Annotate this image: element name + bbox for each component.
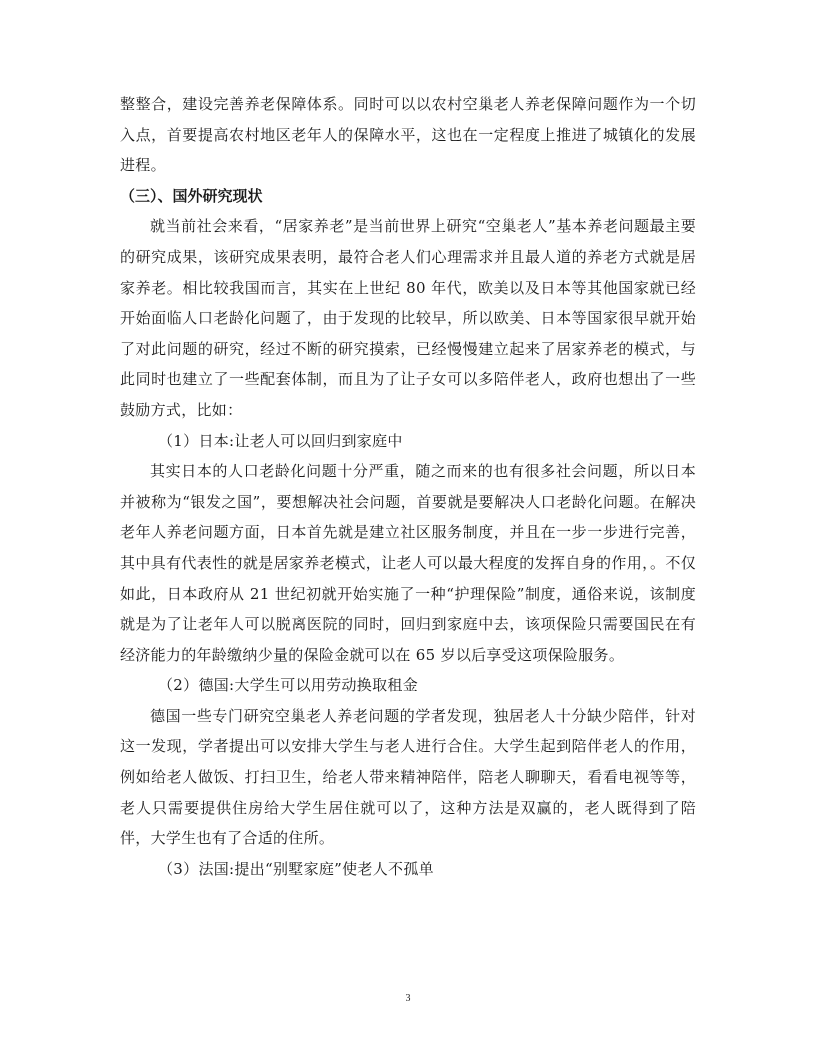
page-number: 3: [405, 993, 411, 1004]
paragraph-germany: 德国一些专门研究空巢老人养老问题的学者发现，独居老人十分缺少陪伴，针对这一发现，学者提出可以安排大学生与老人进行合住。大学生起到陪伴老人的作用，例如给老人做饭、打扫卫生，给老人带来精神陪伴，陪老人聊聊天，看看电视等等，老人只需要提供住房给大学生居住就可以了，这种方法是双赢的，老人既得到了陪伴，大学生也有了合适的住所。: [120, 706, 696, 848]
subsection-heading-france: （3）法国:提出“别墅家庭”使老人不孤单: [158, 859, 434, 878]
continued-paragraph: 整整合，建设完善养老保障体系。同时可以以农村空巢老人养老保障问题作为一个切入点，首要提高农村地区老年人的保障水平，这也在一定程度上推进了城镇化的发展进程。: [120, 95, 696, 175]
paragraph-japan: 其实日本的人口老龄化问题十分严重，随之而来的也有很多社会问题，所以日本并被称为“银发之国”，要想解决社会问题，首要就是要解决人口老龄化问题。在解决老年人养老问题方面，日本首先就是建立社区服务制度，并且在一步一步进行完善，其中具有代表性的就是居家养老模式，让老人可以最大程度的发挥自身的作用，。不仅如此，日本政府从 21 世纪初就开始实施了一种“护理保险”制度，通俗来说，该制度就是为了让老年人可以脱离医院的同时，回归到家庭中去，该项保险只需要国民在有经济能力的年龄缴纳少量的保险金就可以在 65 岁以后享受这项保险服务。: [120, 462, 696, 664]
section-heading: （三）、国外研究现状: [120, 186, 263, 205]
subsection-heading-germany: （2）德国:大学生可以用劳动换取租金: [158, 676, 418, 695]
intro-paragraph: 就当前社会来看，“居家养老”是当前世界上研究“空巢老人”基本养老问题最主要的研究成果，该研究成果表明，最符合老人们心理需求并且最人道的养老方式就是居家养老。相比较我国而言，其实在上世纪 80 年代，欧美以及日本等其他国家就已经开始面临人口老龄化问题了，由于发现的比较早，所以欧美、日本等国家很早就开始了对此问题的研究，经过不断的研究摸索，已经慢慢建立起来了居家养老的模式，与此同时也建立了一些配套体制，而且为了让子女可以多陪伴老人，政府也想出了一些鼓励方式，比如：: [120, 217, 696, 419]
page-content: [120, 89, 696, 884]
subsection-heading-japan: （1）日本:让老人可以回归到家庭中: [158, 431, 403, 450]
